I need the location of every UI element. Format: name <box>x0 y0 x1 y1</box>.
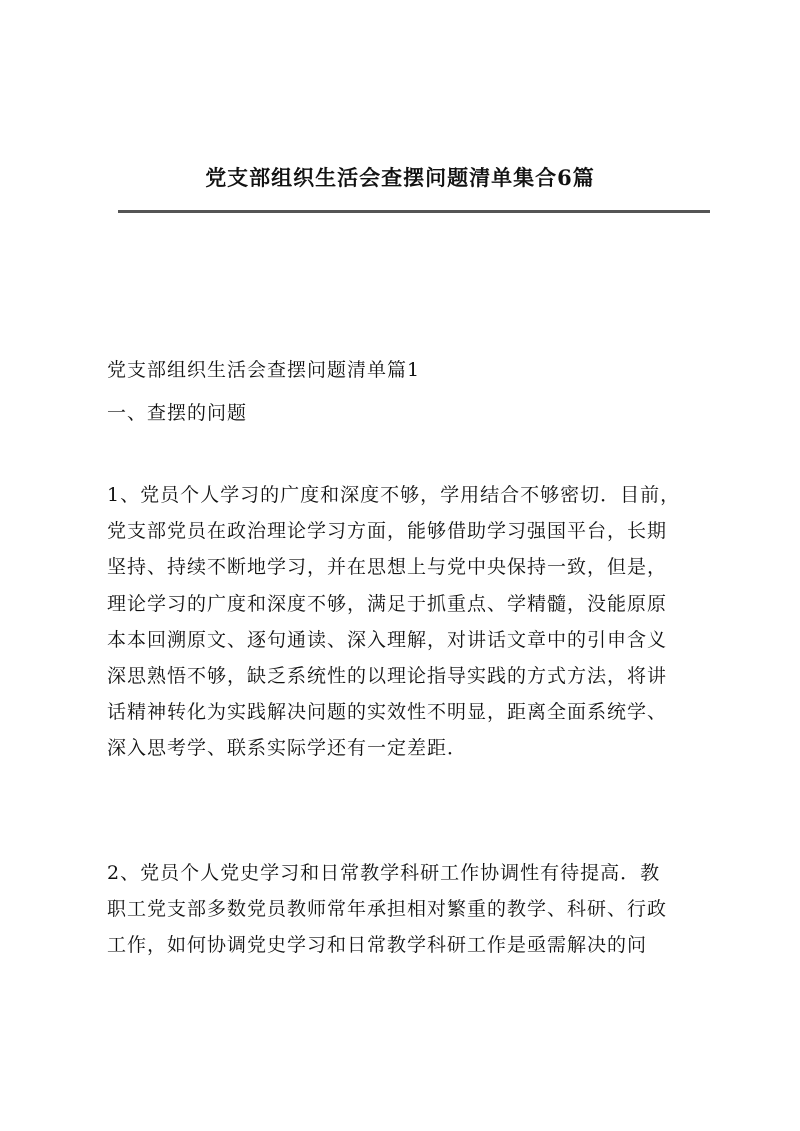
subheading: 一、查摆的问题 <box>107 402 248 424</box>
paragraph-line: 本本回溯原文、逐句通读、深入理解，对讲话文章中的引申含义 <box>107 628 668 651</box>
paragraph-line: 党支部党员在政治理论学习方面，能够借助学习强国平台，长期 <box>107 520 668 543</box>
section-title: 党支部组织生活会查摆问题清单篇1 <box>107 359 421 381</box>
paragraph-line: 1、党员个人学习的广度和深度不够，学用结合不够密切．目前， <box>107 484 681 506</box>
paragraph-2 <box>107 855 707 964</box>
paragraph-1 <box>107 477 707 767</box>
paragraph-line: 2、党员个人党史学习和日常教学科研工作协调性有待提高．教 <box>107 862 661 884</box>
title-underline <box>118 210 710 213</box>
paragraph-line: 工作，如何协调党史学习和日常教学科研工作是亟需解决的问 <box>107 934 648 957</box>
paragraph-line: 深思熟悟不够，缺乏系统性的以理论指导实践的方式方法，将讲 <box>107 665 668 688</box>
paragraph-line: 坚持、持续不断地学习，并在思想上与党中央保持一致，但是， <box>107 556 668 579</box>
paragraph-line: 职工党支部多数党员教师常年承担相对繁重的教学、科研、行政 <box>107 898 668 921</box>
document-title: 党支部组织生活会查摆问题清单集合6篇 <box>205 165 595 190</box>
paragraph-line: 深入思考学、联系实际学还有一定差距． <box>107 737 468 760</box>
paragraph-line: 理论学习的广度和深度不够，满足于抓重点、学精髓，没能原原 <box>107 592 668 615</box>
paragraph-line: 话精神转化为实践解决问题的实效性不明显，距离全面系统学、 <box>107 701 668 724</box>
